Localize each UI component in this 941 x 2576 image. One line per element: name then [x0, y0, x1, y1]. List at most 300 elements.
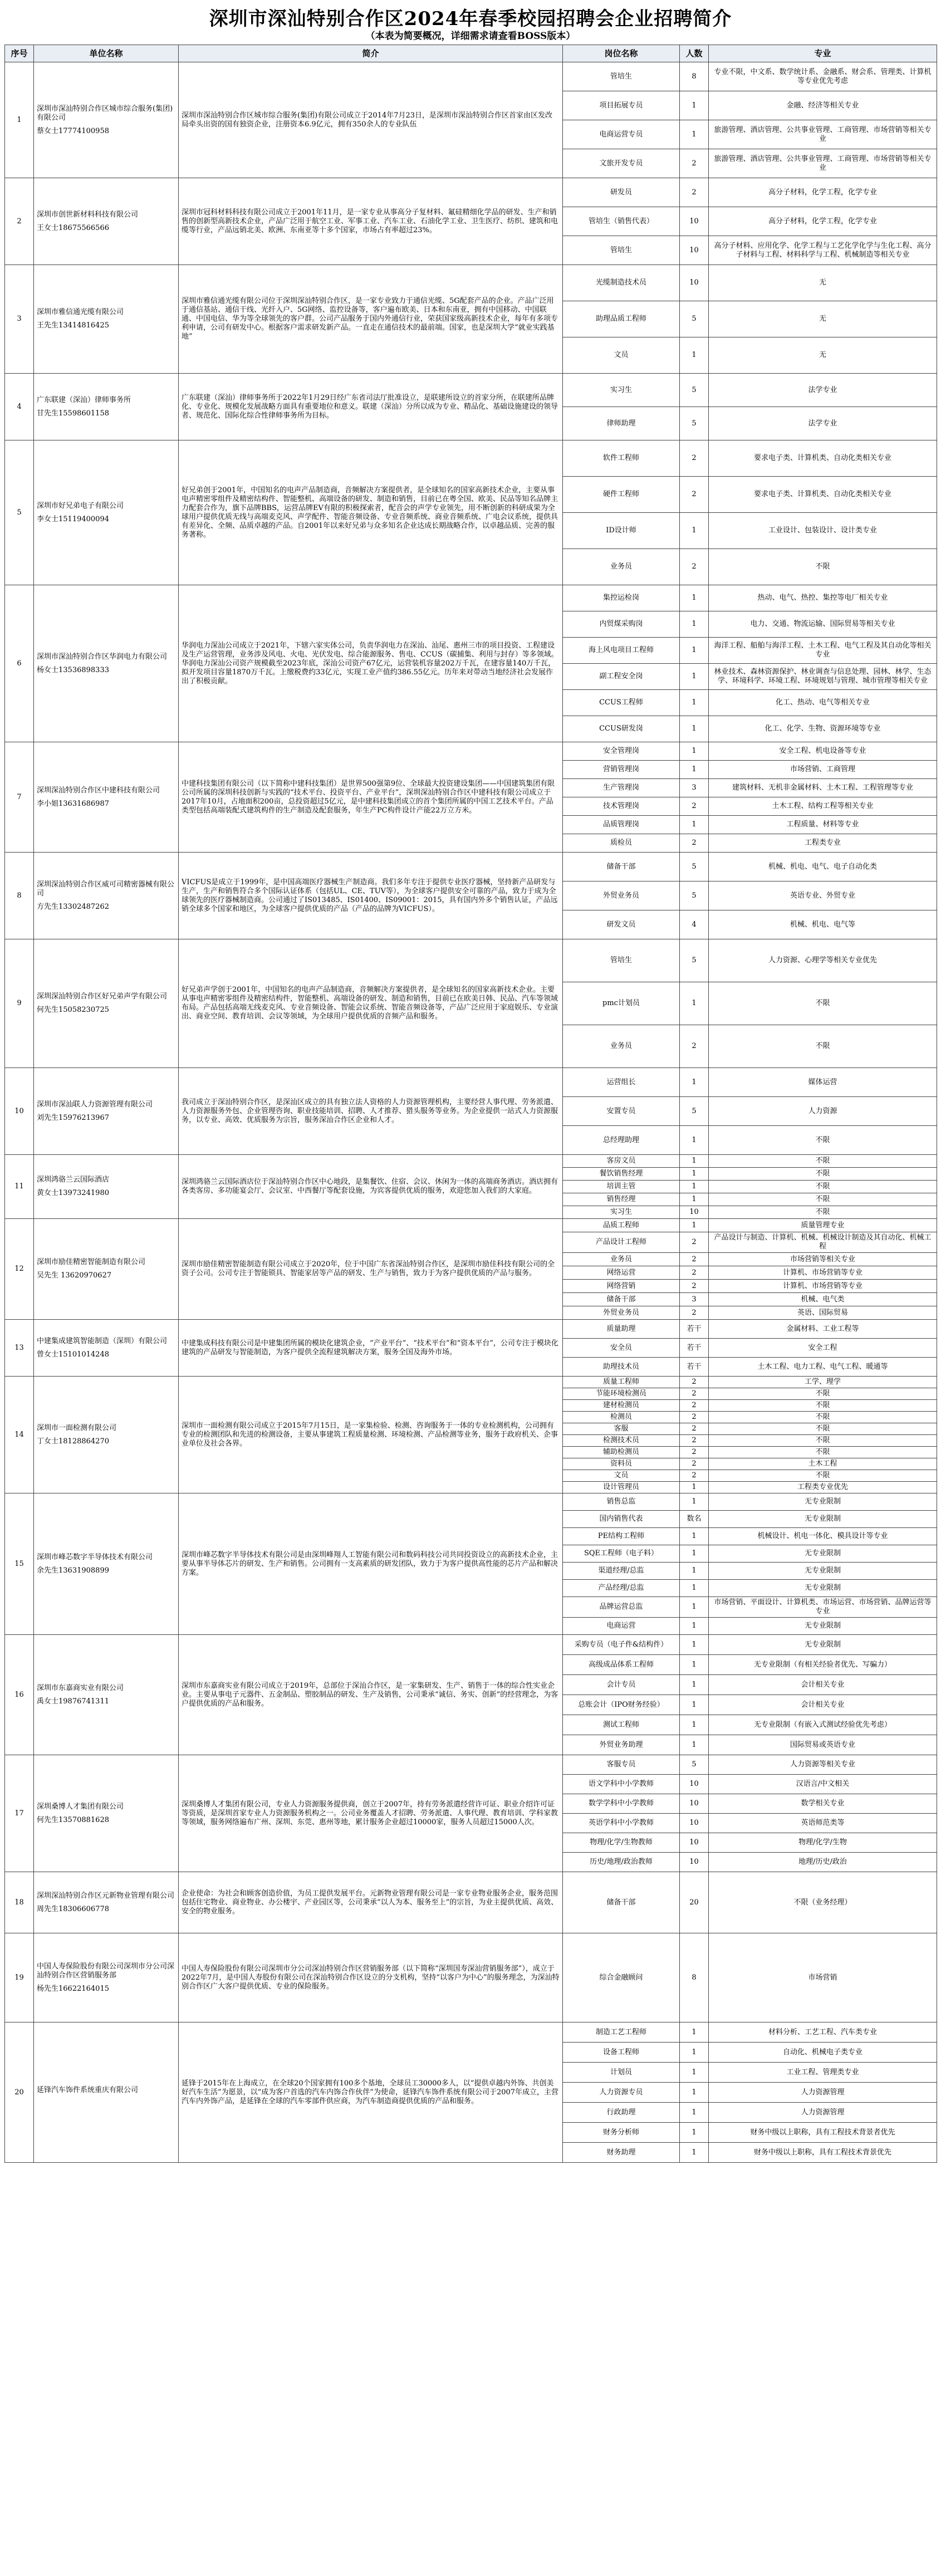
company-index: 15 — [5, 1493, 34, 1635]
position-major: 不限 — [709, 1435, 937, 1447]
company-name: 深圳深汕特别合作区中建科技有限公司 — [37, 786, 160, 795]
position-major: 无专业限制 — [709, 1563, 937, 1580]
company-unit-cell — [34, 1493, 179, 1635]
position-name: 质量工程师 — [563, 1377, 680, 1388]
position-count: 1 — [680, 1563, 709, 1580]
position-major: 旅游管理、酒店管理、公共事业管理、工商管理、市场营销等相关专业 — [709, 120, 937, 149]
position-count: 1 — [680, 1580, 709, 1597]
company-name: 深圳市峰芯数字半导体技术有限公司 — [37, 1553, 153, 1561]
position-count: 1 — [680, 2143, 709, 2163]
position-count: 1 — [680, 1193, 709, 1206]
company-name: 深圳市创世新材料科技有限公司 — [37, 210, 139, 219]
company-index: 14 — [5, 1377, 34, 1493]
position-count: 2 — [680, 797, 709, 816]
position-major: 法学专业 — [709, 374, 937, 407]
position-name: 产品设计工程师 — [563, 1232, 680, 1253]
position-name: 测试工程师 — [563, 1715, 680, 1735]
position-count: 若干 — [680, 1320, 709, 1339]
position-name: 文员 — [563, 337, 680, 374]
table-row — [5, 178, 937, 207]
company-contact: 吴先生 13620970627 — [37, 1271, 112, 1280]
company-name: 深圳市一面检测有限公司 — [37, 1423, 117, 1432]
position-major: 电力、交通、物流运输、国际贸易等相关专业 — [709, 611, 937, 638]
position-name: 渠道经理/总监 — [563, 1563, 680, 1580]
position-major: 不限 — [709, 1412, 937, 1423]
position-count: 1 — [680, 761, 709, 779]
position-major: 计算机、市场营销等专业 — [709, 1280, 937, 1293]
position-major: 无专业限制（有相关经验者优先、写骗力） — [709, 1655, 937, 1675]
position-major: 无专业限制 — [709, 1545, 937, 1563]
position-count: 1 — [680, 690, 709, 716]
company-index: 11 — [5, 1155, 34, 1219]
position-major: 金属材料、工业工程等 — [709, 1320, 937, 1339]
position-count: 2 — [680, 1447, 709, 1458]
position-name: 品牌运营总监 — [563, 1597, 680, 1618]
position-count: 2 — [680, 549, 709, 585]
position-major: 专业不限，中文系、数学统计系、金融系、财会系、管理类、计算机等专业优先考虑 — [709, 62, 937, 91]
position-major: 会计相关专业 — [709, 1675, 937, 1695]
position-count: 1 — [680, 1597, 709, 1618]
position-count: 1 — [680, 2103, 709, 2123]
position-major: 国际贸易或英语专业 — [709, 1735, 937, 1755]
position-major: 无专业限制 — [709, 1511, 937, 1528]
company-intro: 深圳市励佳精密智能制造有限公司成立于2020年，位于中国广东省深汕特别合作区，是深圳市励佳科技有限公司的全资子公司。公司专注于智能锁具、智能家居等产品的研发、生产与销售，致力于为客户提供优质的产品与服务。 — [179, 1219, 563, 1320]
position-major: 旅游管理、酒店管理、公共事业管理、工商管理、市场营销等相关专业 — [709, 149, 937, 178]
table-row — [5, 374, 937, 407]
position-name: 语文学科中小学教师 — [563, 1775, 680, 1794]
header-position: 岗位名称 — [563, 45, 680, 62]
position-count: 1 — [680, 1482, 709, 1493]
position-count: 1 — [680, 1655, 709, 1675]
company-index: 7 — [5, 742, 34, 853]
position-count: 1 — [680, 513, 709, 549]
position-major: 人力资源等相关专业 — [709, 1755, 937, 1775]
position-major: 无专业限制 — [709, 1635, 937, 1655]
company-name: 深圳市雅信通光缆有限公司 — [37, 308, 124, 316]
position-major: 热动、电气、热控、集控等电厂相关专业 — [709, 585, 937, 611]
position-name: 储备干部 — [563, 1872, 680, 1933]
company-intro: 深圳鸿骆兰云国际酒店位于深汕特别合作区中心地段，是集餐饮、住宿、会议、休闲为一体的高端商务酒店。酒店拥有各类客房、多功能宴会厅、会议室、中西餐厅等配套设施，为宾客提供优质的服务，欢迎您加入我们的大家庭。 — [179, 1155, 563, 1219]
company-intro: 企业使命：为社会和顾客创造价值，为员工提供发展平台。元新物业管理有限公司是一家专业物业服务企业，服务范围包括住宅物业、商业物业、办公楼宇、产业园区等，公司秉承“以人为本、服务至上”的宗旨，为业主提供优质、高效、安全的物业服务。 — [179, 1872, 563, 1933]
position-name: 品质管理岗 — [563, 816, 680, 834]
position-name: 电商运营专员 — [563, 120, 680, 149]
position-name: 检测技术员 — [563, 1435, 680, 1447]
table-row — [5, 1219, 937, 1232]
company-intro: VICFUS是成立于1999年，是中国高端医疗器械生产制造商。我们多年专注于提供专业医疗器械，坚持新产品研发与生产，生产和销售符合多个国际认证体系（包括UL、CE、TUV等），为全球客户提供安全可靠的产品，致力于成为全球领先的医疗器械制造商。公司通过了IS013485、IS01400、IS09001：2015，具有国内外多个销售认证，产品远销全球多个国家和地区，为全球客户提供优质的产品（产品的品牌为VICFUS）。 — [179, 853, 563, 939]
position-name: 总账会计（IPO财务经验） — [563, 1695, 680, 1715]
position-major: 机械、机电、电气、电子自动化类 — [709, 853, 937, 881]
company-name: 中国人寿保险股份有限公司深圳市分公司深汕特别合作区营销服务部 — [37, 1962, 175, 1980]
position-major: 材料分析、工艺工程、汽车类专业 — [709, 2022, 937, 2043]
position-major: 无 — [709, 337, 937, 374]
table-row — [5, 1755, 937, 1775]
company-intro: 广东联建（深汕）律师事务所于2022年1月29日经广东省司法厅批准设立，是联建所设立的首家分所，在联建所品牌化、专业化、规模化发展战略方面具有重要地位和意义。联建（深汕）分所以成为专业、精品化、基础设施建设的领导者、规范化、国际化综合性律师事务所为目标。 — [179, 374, 563, 440]
company-unit-cell — [34, 1933, 179, 2022]
position-count: 3 — [680, 779, 709, 797]
company-name: 深圳深汕特别合作区威可司精密器械有限公司 — [37, 880, 175, 898]
position-count: 1 — [680, 120, 709, 149]
position-name: 英语学科中小学教师 — [563, 1814, 680, 1833]
company-unit-cell — [34, 853, 179, 939]
company-intro: 我司成立于深汕特别合作区，是深汕区成立的具有独立法人资格的人力资源管理机构，主要经营人事代理、劳务派遣、人力资源服务外包、企业管理咨询、职业技能培训、招聘、人才推荐、猎头服务等业务。为企业提供一站式人力资源服务，以专业、高效、优质服务为宗旨，服务深汕合作区企业和人才。 — [179, 1068, 563, 1155]
table-row — [5, 1933, 937, 2022]
position-name: 网络运营 — [563, 1266, 680, 1280]
position-name: 运营组长 — [563, 1068, 680, 1097]
position-name: 营销管理岗 — [563, 761, 680, 779]
position-name: 餐饮销售经理 — [563, 1168, 680, 1181]
position-major: 市场营销等相关专业 — [709, 1253, 937, 1266]
company-index: 10 — [5, 1068, 34, 1155]
position-name: 历史/地理/政治教师 — [563, 1853, 680, 1872]
position-name: 质量助理 — [563, 1320, 680, 1339]
position-name: 电商运营 — [563, 1618, 680, 1635]
position-major: 要求电子类、计算机类、自动化类相关专业 — [709, 477, 937, 513]
position-name: 国内销售代表 — [563, 1511, 680, 1528]
position-major: 金融、经济等相关专业 — [709, 91, 937, 120]
position-count: 1 — [680, 1675, 709, 1695]
position-major: 无 — [709, 301, 937, 337]
position-name: 实习生 — [563, 1206, 680, 1219]
table-row — [5, 1635, 937, 1655]
company-intro: 深圳市深汕特别合作区城市综合服务(集团)有限公司成立于2014年7月23日，是深圳市深汕特别合作区首家由区发改局牵头出资的国有独资企业，注册资本6.9亿元，拥有350余人的专业队伍 — [179, 62, 563, 178]
position-count: 10 — [680, 236, 709, 265]
position-major: 财务中级以上职称，具有工程技术背景优先 — [709, 2143, 937, 2163]
position-major: 化工、化学、生物、资源环境等专业 — [709, 716, 937, 742]
company-name: 深圳深汕特别合作区好兄弟声学有限公司 — [37, 992, 168, 1001]
company-index: 13 — [5, 1320, 34, 1377]
position-name: PE结构工程师 — [563, 1528, 680, 1545]
position-name: 内贸煤采购岗 — [563, 611, 680, 638]
position-name: 实习生 — [563, 374, 680, 407]
position-major: 无专业限制（有嵌入式测试经验优先考虑） — [709, 1715, 937, 1735]
position-count: 2 — [680, 1435, 709, 1447]
company-index: 3 — [5, 265, 34, 374]
position-count: 10 — [680, 265, 709, 301]
position-major: 土木工程、电力工程、电气工程、暖通等 — [709, 1358, 937, 1377]
position-count: 1 — [680, 1618, 709, 1635]
position-major: 机械设计、机电一体化、模具设计等专业 — [709, 1528, 937, 1545]
position-name: 财务助理 — [563, 2143, 680, 2163]
position-major: 不限 — [709, 1126, 937, 1155]
company-name: 深圳市深汕特别合作区城市综合服务(集团)有限公司 — [37, 104, 173, 122]
position-count: 2 — [680, 1025, 709, 1068]
company-index: 12 — [5, 1219, 34, 1320]
position-name: 硬件工程师 — [563, 477, 680, 513]
company-intro: 深圳桑博人才集团有限公司，专业人力资源服务提供商，创立于2007年，持有劳务派遣经营许可证、职业介绍许可证等资质，是深圳首家专业人力资源服务机构之一。公司业务覆盖人才招聘、劳务派遣、人事代理、教育培训、学科家教等领域，服务网络遍布广州、深圳、东莞、惠州等地，累计服务企业超过10000家，服务人员超过15000人次。 — [179, 1755, 563, 1872]
company-contact: 何先生13570881628 — [37, 1815, 109, 1824]
position-name: 行政助理 — [563, 2103, 680, 2123]
company-unit-cell — [34, 1320, 179, 1377]
position-major: 会计相关专业 — [709, 1695, 937, 1715]
position-name: 安全管理岗 — [563, 742, 680, 761]
position-name: 数学学科中小学教师 — [563, 1794, 680, 1814]
company-index: 16 — [5, 1635, 34, 1755]
position-major: 不限 — [709, 1155, 937, 1168]
position-count: 10 — [680, 207, 709, 236]
position-name: 管培生 — [563, 236, 680, 265]
company-index: 9 — [5, 939, 34, 1068]
position-count: 5 — [680, 1097, 709, 1126]
position-name: 客服专员 — [563, 1755, 680, 1775]
header-intro: 简介 — [179, 45, 563, 62]
position-major: 高分子材料、应用化学、化学工程与工艺化学化学与生化工程、高分子材料与工程、材料科学与工程、机械制造等相关专业 — [709, 236, 937, 265]
company-intro: 好兄弟声学创于2001年，中国知名的电声产品制造商，音频解决方案提供者，是全球知名的国家高新技术企业。主要从事电声精密零组件及精密结构件，智能整机、高端设备的研发、制造和销售，目前已在欧美日韩、民品、汽车等领域布局。产品包括高端无线麦克风、专业音频设备、智能会议系统、智能音频设备等，产品广泛应用于家庭娱乐、专业演出、商业空间、教育培训、会议等领域，为全球用户提供优质的音频产品和服务。 — [179, 939, 563, 1068]
position-name: 总经理助理 — [563, 1126, 680, 1155]
company-unit-cell — [34, 1872, 179, 1933]
position-count: 1 — [680, 1545, 709, 1563]
position-name: 网络营销 — [563, 1280, 680, 1293]
company-contact: 王女士18675566566 — [37, 223, 109, 232]
position-count: 5 — [680, 939, 709, 982]
position-name: 检测员 — [563, 1412, 680, 1423]
position-count: 1 — [680, 585, 709, 611]
position-name: 文旅开发专员 — [563, 149, 680, 178]
company-index: 5 — [5, 440, 34, 585]
position-major: 汉语言/中文相关 — [709, 1775, 937, 1794]
position-name: 储备干部 — [563, 853, 680, 881]
position-count: 2 — [680, 1280, 709, 1293]
company-unit-cell — [34, 1377, 179, 1493]
company-name: 深圳深汕特别合作区元新物业管理有限公司 — [37, 1891, 175, 1900]
position-name: 助理技术员 — [563, 1358, 680, 1377]
position-name: 软件工程师 — [563, 440, 680, 477]
company-unit-cell — [34, 2022, 179, 2163]
position-major: 无专业限制 — [709, 1493, 937, 1511]
position-count: 5 — [680, 881, 709, 910]
position-major: 英语师范类等 — [709, 1814, 937, 1833]
position-count: 1 — [680, 1528, 709, 1545]
company-contact: 余先生13631908899 — [37, 1566, 109, 1575]
position-count: 2 — [680, 440, 709, 477]
position-count: 4 — [680, 910, 709, 939]
position-name: 储备干部 — [563, 1293, 680, 1306]
position-major: 林业技术、森林资源保护、林业调查与信息处理、园林、林学、生态学、环境科学、环境工程、环境规划与管理、城市管理等相关专业 — [709, 664, 937, 690]
header-count: 人数 — [680, 45, 709, 62]
company-intro: 延锋于2015年在上海成立，在全球20个国家拥有100多个基地，全球员工30000多人，以“提供卓越内外饰、共创美好汽车生活”为愿景，以“成为客户首选的汽车内饰合作伙伴”为使命，延锋汽车饰件系统有限公司于2007年成立，主营汽车内外饰产品，是延锋在全球的汽车零部件供应商，为汽车制造商提供优质的产品和服务。 — [179, 2022, 563, 2163]
position-name: CCUS研发岗 — [563, 716, 680, 742]
table-row — [5, 1377, 937, 1388]
position-name: 文员 — [563, 1470, 680, 1482]
company-intro: 华润电力深汕公司成立于2021年，下辖六家实体公司，负责华润电力在深汕、汕尾、惠州三市的项目投资、工程建设及生产运营管理，业务涉及风电、火电、光伏发电、综合能源服务、售电、CCUS（碳捕集、利用与封存）等多领域。华润电力深汕公司资产规模截至2023年底，深汕公司资产67亿元，运营装机容量202万千瓦，在建容量140万千瓦，拟开发项目容量1870万千瓦。上缴税费约33亿元，实现工业产值约386.55亿元。历年来对带动当地经济社会发展作出了积极贡献。 — [179, 585, 563, 742]
company-contact: 何先生15058230725 — [37, 1006, 109, 1014]
company-index: 19 — [5, 1933, 34, 2022]
table-row — [5, 939, 937, 982]
table-row — [5, 1068, 937, 1097]
company-unit-cell — [34, 178, 179, 265]
company-name: 深圳市励佳精密智能制造有限公司 — [37, 1258, 146, 1266]
position-name: 建材检测员 — [563, 1400, 680, 1412]
position-name: 高级成品体系工程师 — [563, 1655, 680, 1675]
company-index: 1 — [5, 62, 34, 178]
position-count: 2 — [680, 1377, 709, 1388]
position-name: 外贸业务员 — [563, 881, 680, 910]
position-major: 市场营销 — [709, 1933, 937, 2022]
position-count: 1 — [680, 638, 709, 664]
position-name: 财务分析师 — [563, 2123, 680, 2143]
company-name: 深圳市东嘉商实业有限公司 — [37, 1683, 124, 1692]
company-contact: 丁女士18128864270 — [37, 1437, 109, 1446]
header-unit: 单位名称 — [34, 45, 179, 62]
position-count: 2 — [680, 1266, 709, 1280]
recruitment-table — [4, 45, 937, 2163]
position-count: 1 — [680, 91, 709, 120]
table-row — [5, 1493, 937, 1511]
position-name: CCUS工程师 — [563, 690, 680, 716]
position-name: 项目拓展专员 — [563, 91, 680, 120]
company-contact: 杨先生16622164015 — [37, 1984, 109, 1993]
position-name: 管培生 — [563, 62, 680, 91]
position-major: 英语专业、外贸专业 — [709, 881, 937, 910]
position-major: 不限 — [709, 1388, 937, 1400]
position-count: 1 — [680, 716, 709, 742]
position-major: 英语、国际贸易 — [709, 1306, 937, 1320]
position-name: 海上风电项目工程师 — [563, 638, 680, 664]
position-major: 不限 — [709, 1193, 937, 1206]
position-name: 外贸业务员 — [563, 1306, 680, 1320]
company-contact: 曾女士15101014248 — [37, 1350, 109, 1359]
position-major: 工程质量、材料等专业 — [709, 816, 937, 834]
company-intro: 深圳市冠科材料科技有限公司成立于2001年11月，是一家专业从事高分子复材料、氟硅精细化学品的研发、生产和销售的创新型高新技术企业，产品广泛用于航空工业、军事工业、汽车工业、石油化学工业、卫生医疗、纺织、建筑和电缆等行业，产品远销北美、欧洲、东南亚等十多个国家，市场占有率超过23%。 — [179, 178, 563, 265]
position-name: 光缆制造技术员 — [563, 265, 680, 301]
position-name: 副工程安全岗 — [563, 664, 680, 690]
position-count: 1 — [680, 1126, 709, 1155]
table-header-row — [5, 45, 937, 62]
position-major: 建筑材料、无机非金属材料、土木工程、工程管理等专业 — [709, 779, 937, 797]
position-name: 设计管理员 — [563, 1482, 680, 1493]
position-count: 1 — [680, 1219, 709, 1232]
company-name: 深圳鸿骆兰云国际酒店 — [37, 1176, 110, 1184]
header-major: 专业 — [709, 45, 937, 62]
position-name: 安全员 — [563, 1339, 680, 1358]
company-contact: 禹女士19876741311 — [37, 1697, 109, 1706]
position-count: 5 — [680, 301, 709, 337]
position-major: 海洋工程、船舶与海洋工程、土木工程、电气工程及其自动化等相关专业 — [709, 638, 937, 664]
position-major: 媒体运营 — [709, 1068, 937, 1097]
company-intro: 中建集成科技有限公司是中建集团所属的模块化建筑企业，“产业平台”、“技术平台”和“资本平台”，公司专注于模块化建筑的产品研发与智能制造，为客户提供全流程建筑解决方案，服务全国及海外市场。 — [179, 1320, 563, 1377]
position-major: 不限 — [709, 1025, 937, 1068]
page-title: 深圳市深汕特别合作区2024年春季校园招聘会企业招聘简介 — [209, 8, 732, 30]
position-name: 业务员 — [563, 549, 680, 585]
position-major: 不限 — [709, 1168, 937, 1181]
position-count: 5 — [680, 1755, 709, 1775]
position-name: 管培生 — [563, 939, 680, 982]
company-index: 17 — [5, 1755, 34, 1872]
position-count: 若干 — [680, 1339, 709, 1358]
position-major: 自动化、机械电子类专业 — [709, 2043, 937, 2063]
position-major: 不限 — [709, 1423, 937, 1435]
position-count: 1 — [680, 611, 709, 638]
position-major: 不限 — [709, 1447, 937, 1458]
position-name: 销售总监 — [563, 1493, 680, 1511]
position-major: 市场营销、工商管理 — [709, 761, 937, 779]
position-major: 不限 — [709, 1470, 937, 1482]
table-row — [5, 265, 937, 301]
company-contact: 黄女士13973241980 — [37, 1189, 109, 1197]
company-contact: 周先生18306606778 — [37, 1904, 109, 1913]
position-count: 1 — [680, 1155, 709, 1168]
position-count: 1 — [680, 1168, 709, 1181]
position-name: 培训主管 — [563, 1181, 680, 1193]
position-count: 2 — [680, 178, 709, 207]
position-name: 资料员 — [563, 1458, 680, 1470]
position-major: 不限 — [709, 982, 937, 1025]
position-count: 2 — [680, 149, 709, 178]
position-count: 2 — [680, 1470, 709, 1482]
position-name: 质检员 — [563, 834, 680, 853]
position-major: 人力资源 — [709, 1097, 937, 1126]
position-major: 不限 — [709, 1206, 937, 1219]
company-index: 8 — [5, 853, 34, 939]
company-contact: 方先生13302487262 — [37, 902, 109, 911]
company-intro: 深圳市峰芯数字半导体技术有限公司是由深圳峰翔人工智能有限公司和数码科技公司共同投资设立的高新技术企业，主要从事半导体芯片的研发、生产和销售。公司拥有一支高素质的研发团队，致力于为客户提供高性能的芯片产品和解决方案。 — [179, 1493, 563, 1635]
position-name: 客服 — [563, 1423, 680, 1435]
position-major: 数学相关专业 — [709, 1794, 937, 1814]
table-row — [5, 585, 937, 611]
position-major: 人力资源、心理学等相关专业优先 — [709, 939, 937, 982]
company-name: 中建集成建筑智能制造（深圳）有限公司 — [37, 1336, 168, 1345]
position-count: 5 — [680, 407, 709, 440]
position-major: 无专业限制 — [709, 1580, 937, 1597]
position-major: 安全工程、机电设备等专业 — [709, 742, 937, 761]
position-major: 工程类专业 — [709, 834, 937, 853]
position-major: 不限（业务经理） — [709, 1872, 937, 1933]
position-name: 品质工程师 — [563, 1219, 680, 1232]
position-count: 3 — [680, 1293, 709, 1306]
company-contact: 甘先生15598601158 — [37, 409, 109, 418]
position-count: 2 — [680, 1423, 709, 1435]
position-count: 8 — [680, 62, 709, 91]
position-name: 律师助理 — [563, 407, 680, 440]
company-intro: 中建科技集团有限公司（以下简称中建科技集团）是世界500强第9位、全球最大投资建设集团——中国建筑集团有限公司所属的深圳科技创新与实践的“技术平台、投资平台、产业平台”，深圳深汕特别合作区中建科技有限公司成立于2017年10月，占地面积200亩，总投资超过5亿元，是中建科技集团成立的首个集团所属的中国工艺技术平台。产品类型包括高端装配式建筑构件的生产制造及配套服务，年生产PC构件设计产能22万立方米。 — [179, 742, 563, 853]
position-major: 工程类专业优先 — [709, 1482, 937, 1493]
position-name: 销售经理 — [563, 1193, 680, 1206]
company-intro: 中国人寿保险股份有限公司深圳市分公司深汕特别合作区营销服务部（以下简称“深圳国寿深汕营销服务部”），成立于2022年7月，是中国人寿股份有限公司在深汕特别合作区设立的分支机构，坚持“以客户为中心”的服务理念，为深汕特别合作区广大客户提供优质、专业的保险服务。 — [179, 1933, 563, 2022]
header-idx: 序号 — [5, 45, 34, 62]
position-major: 法学专业 — [709, 407, 937, 440]
company-unit-cell — [34, 1068, 179, 1155]
position-name: 计划员 — [563, 2063, 680, 2083]
table-row — [5, 742, 937, 761]
position-name: 业务员 — [563, 1025, 680, 1068]
position-name: 研发员 — [563, 178, 680, 207]
position-count: 10 — [680, 1853, 709, 1872]
company-index: 20 — [5, 2022, 34, 2163]
position-major: 机械、机电、电气等 — [709, 910, 937, 939]
table-row — [5, 853, 937, 881]
position-count: 1 — [680, 2123, 709, 2143]
position-major: 不限 — [709, 1181, 937, 1193]
company-intro: 深圳市一面检测有限公司成立于2015年7月15日，是一家集检验、检测、咨询服务于一体的专业检测机构，公司拥有专业的检测团队和先进的检测设备，主要从事建筑工程质量检测、环境检测、产品检测等业务，服务于政府机关、企事业单位及社会各界。 — [179, 1377, 563, 1493]
position-name: ID设计师 — [563, 513, 680, 549]
position-count: 2 — [680, 1306, 709, 1320]
company-contact: 蔡女士17774100958 — [37, 126, 109, 135]
company-name: 深圳市深汕联人力资源管理有限公司 — [37, 1100, 153, 1109]
position-name: 业务员 — [563, 1253, 680, 1266]
page-subtitle: （本表为简要概况，详细需求请查看BOSS版本） — [365, 31, 576, 42]
position-count: 2 — [680, 477, 709, 513]
position-major: 无专业限制 — [709, 1618, 937, 1635]
position-major: 土木工程 — [709, 1458, 937, 1470]
position-name: 客房文员 — [563, 1155, 680, 1168]
position-major: 市场营销、平面设计、计算机类、市场运营、市场营销、品牌运营等专业 — [709, 1597, 937, 1618]
position-count: 2 — [680, 1400, 709, 1412]
position-major: 安全工程 — [709, 1339, 937, 1358]
company-unit-cell — [34, 585, 179, 742]
position-count: 20 — [680, 1872, 709, 1933]
position-count: 1 — [680, 1715, 709, 1735]
position-major: 工学、理学 — [709, 1377, 937, 1388]
company-contact: 王先生13414816425 — [37, 321, 109, 330]
